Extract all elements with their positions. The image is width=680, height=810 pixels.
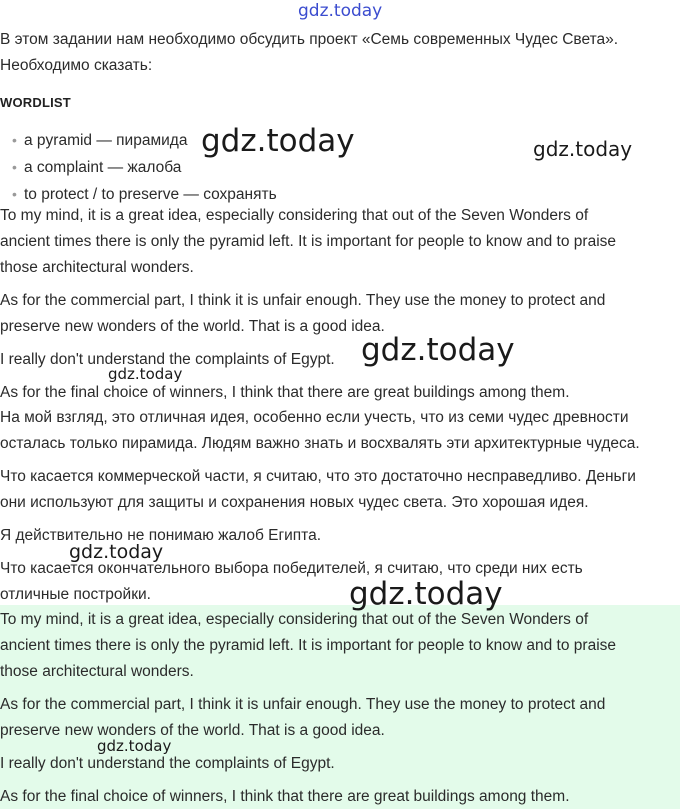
english-p3: I really don't understand the complaints of Egypt. [0,351,335,368]
watermark: gdz.today [201,123,355,159]
watermark: gdz.today [108,365,183,383]
watermark: gdz.today [349,576,503,612]
wordlist-item-text: a complaint — жалоба [24,159,182,176]
highlight-p2-line-2: preserve new wonders of the world. That is a good idea. [0,722,385,739]
english-p1-line-1: To my mind, it is a great idea, especially considering that out of the Seven Wonders of [0,207,589,224]
highlight-p1-line-2: ancient times there is only the pyramid left. It is important for people to know and to praise [0,637,617,654]
wordlist-item-text: to protect / to preserve — сохранять [24,186,277,203]
russian-p3: Я действительно не понимаю жалоб Египта. [0,527,322,544]
watermark: gdz.today [533,137,633,161]
highlight-p4: As for the final choice of winners, I think that there are great buildings among them. [0,788,570,805]
english-p4: As for the final choice of winners, I think that there are great buildings among them. [0,384,570,401]
watermark-top: gdz.today [298,1,383,21]
russian-p4-line-1: Что касается окончательного выбора победителей, я считаю, что среди них есть [0,560,583,577]
watermark: gdz.today [97,737,172,755]
highlight-p1-line-3: those architectural wonders. [0,663,194,680]
highlight-p1-line-1: To my mind, it is a great idea, especially considering that out of the Seven Wonders of [0,611,589,628]
wordlist-item-text: a pyramid — пирамида [24,132,188,149]
russian-p1-line-1: На мой взгляд, это отличная идея, особенно если учесть, что из семи чудес древности [0,409,629,426]
russian-p2-line-2: они используют для защиты и сохранения новых чудес света. Это хорошая идея. [0,494,589,511]
english-p1-line-3: those architectural wonders. [0,259,194,276]
english-p1-line-2: ancient times there is only the pyramid left. It is important for people to know and to praise [0,233,617,250]
watermark: gdz.today [361,332,515,368]
wordlist-item [12,154,181,181]
russian-p1-line-2: осталась только пирамида. Людям важно знать и восхвалять эти архитектурные чудеса. [0,435,640,452]
bullet-icon: • [12,159,17,175]
bullet-icon: • [12,132,17,148]
bullet-icon: • [12,186,17,202]
highlight-p3: I really don't understand the complaints of Egypt. [0,755,335,772]
wordlist-heading: WORDLIST [0,95,71,110]
intro-line-1: В этом задании нам необходимо обсудить проект «Семь современных Чудес Света». [0,31,619,48]
wordlist-item [12,127,187,154]
highlight-p2-line-1: As for the commercial part, I think it is unfair enough. They use the money to protect and [0,696,606,713]
english-p2-line-2: preserve new wonders of the world. That is a good idea. [0,318,385,335]
russian-p4-line-2: отличные постройки. [0,586,151,603]
english-p2-line-1: As for the commercial part, I think it is unfair enough. They use the money to protect and [0,292,606,309]
russian-p2-line-1: Что касается коммерческой части, я считаю, что это достаточно несправедливо. Деньги [0,468,636,485]
watermark: gdz.today [69,541,164,563]
intro-line-2: Необходимо сказать: [0,57,153,74]
